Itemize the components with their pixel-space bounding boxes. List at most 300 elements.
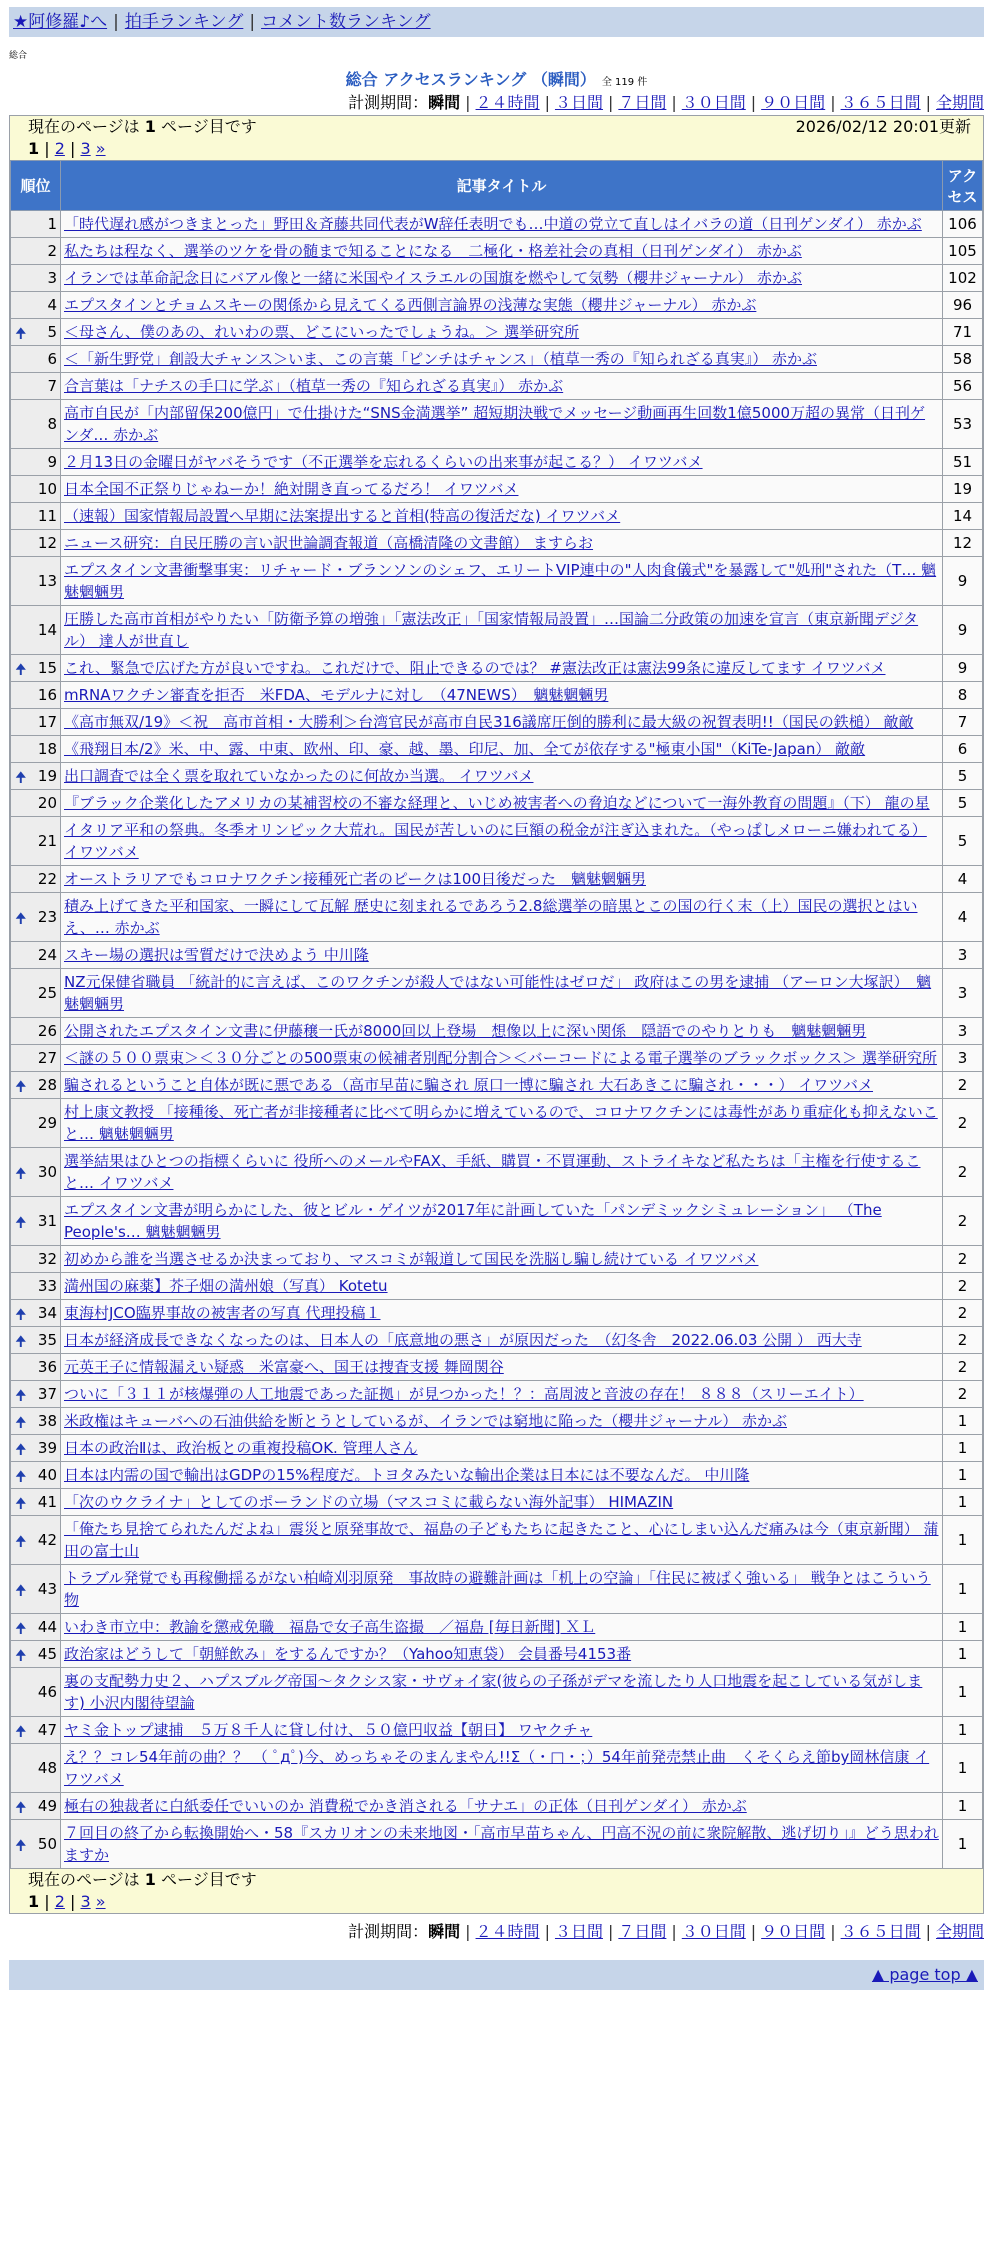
table-row: [11, 1246, 983, 1273]
title-cell: [61, 557, 943, 606]
title-cell: [61, 1018, 943, 1045]
period-label: 計測期間：: [348, 1922, 429, 1941]
access-count: 9: [943, 655, 983, 682]
table-row: [11, 866, 983, 893]
rank-cell: [11, 606, 61, 655]
article-link[interactable]: イタリア平和の祭典。冬季オリンピック大荒れ。国民が苦しいのに巨額の税金が注ぎ込まれた。（やっぱしメローニ嫌われてる） イワツバメ: [64, 821, 927, 861]
rank-cell: [11, 346, 61, 373]
page-link-2[interactable]: 2: [54, 139, 65, 158]
period-separator: |: [465, 1922, 471, 1941]
up-arrow-icon: 🠉: [15, 1388, 27, 1404]
table-row: [11, 969, 983, 1018]
article-link[interactable]: 日本全国不正祭りじゃねーか！絶対開き直ってるだろ！ イワツバメ: [64, 480, 519, 498]
rank-number: 41: [37, 1493, 57, 1511]
rank-number: 4: [47, 296, 57, 314]
period-selector: [9, 1920, 984, 1944]
next-page-link[interactable]: »: [95, 139, 106, 158]
period-option: 瞬間: [428, 93, 461, 112]
article-link[interactable]: 満州国の麻薬】芥子畑の満州娘（写真） Kotetu: [64, 1277, 388, 1295]
access-count: 1: [943, 1793, 983, 1820]
title-cell: [61, 1354, 943, 1381]
page-link-2[interactable]: 2: [54, 1892, 65, 1911]
up-arrow-icon: 🠉: [15, 1724, 27, 1740]
table-row: [11, 1072, 983, 1099]
table-row: [11, 1381, 983, 1408]
rank-number: 20: [37, 794, 57, 812]
access-count: 3: [943, 969, 983, 1018]
article-link[interactable]: これ、緊急で広げた方が良いですね。これだけで、阻止できるのでは？ #憲法改正は憲法99条に違反してます イワツバメ: [64, 659, 886, 677]
table-row: [11, 942, 983, 969]
table-row: [11, 503, 983, 530]
article-link[interactable]: 選挙結果はひとつの指標くらいに 役所へのメールやFAX、手紙、購買・不買運動、ストライキなど私たちは「主権を行使すること… イワツバメ: [64, 1152, 921, 1192]
article-link[interactable]: スキー場の選択は雪質だけで決めよう 中川隆: [64, 946, 369, 964]
rank-cell: [11, 817, 61, 866]
table-row: [11, 1462, 983, 1489]
page-link-3[interactable]: 3: [80, 139, 91, 158]
rank-cell: [11, 1300, 61, 1327]
page-link-3[interactable]: 3: [80, 1892, 91, 1911]
access-count: 7: [943, 709, 983, 736]
rank-cell: [11, 211, 61, 238]
table-row: [11, 1744, 983, 1793]
table-row: [11, 1516, 983, 1565]
article-link[interactable]: 私たちは程なく、選挙のツケを骨の髄まで知ることになる 二極化・格差社会の真相（日刊ゲンダイ） 赤かぶ: [64, 242, 802, 260]
access-count: 3: [943, 1018, 983, 1045]
up-arrow-icon: 🠉: [15, 1334, 27, 1350]
table-row: [11, 1614, 983, 1641]
title-cell: [61, 655, 943, 682]
table-row: [11, 1435, 983, 1462]
title-cell: [61, 346, 943, 373]
access-count: 53: [943, 400, 983, 449]
rank-number: 27: [37, 1049, 57, 1067]
table-row: [11, 655, 983, 682]
access-count: 2: [943, 1327, 983, 1354]
article-link[interactable]: 日本は内需の国で輸出はGDPの15%程度だ。トヨタみたいな輸出企業は日本には不要なんだ。 中川隆: [64, 1466, 750, 1484]
title-cell: [61, 1045, 943, 1072]
period-option[interactable]: ３日間: [554, 1922, 603, 1941]
access-count: 1: [943, 1408, 983, 1435]
article-link[interactable]: ニュース研究：自民圧勝の言い訳世論調査報道（高橋清隆の文書館） ますらお: [64, 534, 594, 552]
period-option[interactable]: ２４時間: [475, 93, 540, 112]
access-count: 96: [943, 292, 983, 319]
title-cell: [61, 1408, 943, 1435]
rank-number: 49: [37, 1797, 57, 1815]
period-separator: |: [750, 1922, 757, 1941]
article-link[interactable]: ＜「新生野党」創設大チャンス＞いま、この言葉「ピンチはチャンス」（植草一秀の『知られざる真実』） 赤かぶ: [64, 350, 817, 368]
title-cell: [61, 1327, 943, 1354]
up-arrow-icon: 🠉: [15, 1838, 27, 1854]
rank-number: 24: [37, 946, 57, 964]
rank-cell: [11, 503, 61, 530]
rank-number: 22: [37, 870, 57, 888]
article-link[interactable]: ついに「３１１が核爆弾の人工地震であった証拠」が見つかった！？：高周波と音波の存在！ ８８８（スリーエイト）: [64, 1385, 864, 1403]
rank-number: 13: [37, 572, 57, 590]
article-link[interactable]: ２月13日の金曜日がヤバそうです（不正選挙を忘れるくらいの出来事が起こる？） イワツバメ: [64, 453, 703, 471]
article-link[interactable]: エプスタイン文書衝撃事実：リチャード・ブランソンのシェフ、エリートVIP連中の"人肉食儀式"を暴露して"処刑"された（T… 魑魅魍魎男: [64, 561, 937, 601]
access-count: 58: [943, 346, 983, 373]
table-row: [11, 476, 983, 503]
title-cell: [61, 1246, 943, 1273]
article-link[interactable]: え？？コレ54年前の曲？？ （ ﾟдﾟ)今、めっちゃそのまんまやん!!Σ（・□・；）54年前発売禁止曲 くそくらえ節by岡林信康 イワツバメ: [64, 1748, 930, 1788]
title-cell: [61, 817, 943, 866]
article-link[interactable]: 極右の独裁者に白紙委任でいいのか 消費税でかき消される「サナエ」の正体（日刊ゲンダイ） 赤かぶ: [64, 1797, 747, 1815]
table-row: [11, 1793, 983, 1820]
title-cell: [61, 1614, 943, 1641]
article-link[interactable]: 日本の政治Ⅱは、政治板との重複投稿OK. 管理人さん: [64, 1439, 418, 1457]
rank-cell: [11, 1668, 61, 1717]
period-option[interactable]: ３０日間: [681, 1922, 746, 1941]
table-row: [11, 1354, 983, 1381]
rank-cell: [11, 265, 61, 292]
home-link[interactable]: ★阿修羅♪へ: [13, 12, 108, 32]
applause-ranking-link[interactable]: 拍手ランキング: [124, 12, 244, 32]
article-link[interactable]: （速報）国家情報局設置へ早期に法案提出すると首相(特高の復活だな) イワツバメ: [64, 507, 621, 525]
article-link[interactable]: イランでは革命記念日にバアル像と一緒に米国やイスラエルの国旗を燃やして気勢（櫻井ジャーナル） 赤かぶ: [64, 269, 802, 287]
access-count: 2: [943, 1246, 983, 1273]
nav-separator: |: [249, 12, 256, 32]
access-count: 2: [943, 1381, 983, 1408]
period-separator: |: [671, 93, 677, 112]
page-info-suffix: ページ目です: [161, 1870, 257, 1889]
article-link[interactable]: オーストラリアでもコロナワクチン接種死亡者のピークは100日後だった 魑魅魍魎男: [64, 870, 646, 888]
rank-number: 21: [37, 832, 57, 850]
nav-separator: |: [113, 12, 119, 32]
rank-number: 15: [37, 659, 57, 677]
table-row: [11, 373, 983, 400]
table-row: [11, 265, 983, 292]
title-cell: [61, 790, 943, 817]
rank-number: 43: [37, 1580, 57, 1598]
up-arrow-icon: 🠉: [15, 1215, 27, 1231]
rank-number: 9: [47, 453, 57, 471]
rank-cell: [11, 1489, 61, 1516]
page-title-text: 総合 アクセスランキング （瞬間）: [345, 70, 596, 89]
rank-number: 23: [37, 908, 57, 926]
rank-number: 35: [37, 1331, 57, 1349]
rank-number: 37: [37, 1385, 57, 1403]
article-link[interactable]: ヤミ金トップ逮捕 ５万８千人に貸し付け、５０億円収益【朝日】 ワヤクチャ: [64, 1721, 593, 1739]
article-link[interactable]: エプスタイン文書が明らかにした、彼とビル・ゲイツが2017年に計画していた「パンデミックシミュレーション」 （The People's… 魑魅魍魎男: [64, 1201, 882, 1241]
table-row: [11, 1148, 983, 1197]
up-arrow-icon: 🠉: [15, 1079, 27, 1095]
rank-number: 7: [47, 377, 57, 395]
article-link[interactable]: 村上康文教授 「接種後、死亡者が非接種者に比べて明らかに増えているので、コロナワクチンには毒性があり重症化も抑えないこと… 魑魅魍魎男: [64, 1103, 938, 1143]
title-cell: [61, 238, 943, 265]
title-cell: [61, 709, 943, 736]
period-option[interactable]: ９０日間: [761, 1922, 826, 1941]
access-count: 1: [943, 1516, 983, 1565]
up-arrow-icon: 🠉: [15, 770, 27, 786]
title-cell: [61, 1462, 943, 1489]
access-count: 4: [943, 893, 983, 942]
title-cell: [61, 1516, 943, 1565]
rank-number: 19: [37, 767, 57, 785]
rank-number: 10: [37, 480, 57, 498]
table-row: [11, 893, 983, 942]
access-count: 2: [943, 1072, 983, 1099]
title-cell: [61, 1148, 943, 1197]
title-cell: [61, 1099, 943, 1148]
article-link[interactable]: 東海村JCO臨界事故の被害者の写真 代理投稿１: [64, 1304, 381, 1322]
rank-cell: [11, 400, 61, 449]
article-link[interactable]: 「次のウクライナ」としてのポーランドの立場（マスコミに載らない海外記事） HIMAZIN: [64, 1493, 674, 1511]
table-row: [11, 211, 983, 238]
rank-cell: [11, 1641, 61, 1668]
rank-number: 16: [37, 686, 57, 704]
title-cell: [61, 1435, 943, 1462]
period-option[interactable]: 全期間: [935, 93, 984, 112]
access-count: 1: [943, 1641, 983, 1668]
rank-cell: [11, 1435, 61, 1462]
page-info-prefix: 現在のページは: [28, 1870, 140, 1889]
rank-number: 3: [47, 269, 57, 287]
access-count: 5: [943, 817, 983, 866]
rank-cell: [11, 866, 61, 893]
title-cell: [61, 503, 943, 530]
period-separator: |: [925, 1922, 931, 1941]
access-count: 2: [943, 1148, 983, 1197]
rank-cell: [11, 557, 61, 606]
title-cell: [61, 265, 943, 292]
title-cell: [61, 1793, 943, 1820]
period-option[interactable]: ９０日間: [761, 93, 826, 112]
rank-cell: [11, 1820, 61, 1869]
page-info-prefix: 現在のページは: [28, 117, 140, 136]
rank-cell: [11, 736, 61, 763]
pagination-separator: |: [70, 139, 76, 158]
access-count: 2: [943, 1354, 983, 1381]
access-count: 9: [943, 606, 983, 655]
table-row: [11, 238, 983, 265]
article-link[interactable]: エプスタインとチョムスキーの関係から見えてくる西側言論界の浅薄な実態（櫻井ジャーナル） 赤かぶ: [64, 296, 757, 314]
table-row: [11, 817, 983, 866]
rank-number: 46: [37, 1683, 57, 1701]
table-row: [11, 1408, 983, 1435]
period-option[interactable]: ３６５日間: [840, 1922, 921, 1941]
rank-cell: [11, 1018, 61, 1045]
up-arrow-icon: 🠉: [15, 911, 27, 927]
title-cell: [61, 1820, 943, 1869]
rank-number: 18: [37, 740, 57, 758]
rank-cell: [11, 373, 61, 400]
rank-cell: [11, 682, 61, 709]
rank-cell: [11, 1565, 61, 1614]
table-row: [11, 1273, 983, 1300]
title-cell: [61, 1072, 943, 1099]
article-link[interactable]: 公開されたエプスタイン文書に伊藤穣一氏が8000回以上登場 想像以上に深い関係 隠語でのやりとりも 魑魅魍魎男: [64, 1022, 867, 1040]
rank-cell: [11, 319, 61, 346]
table-row: [11, 682, 983, 709]
access-count: 1: [943, 1614, 983, 1641]
rank-cell: [11, 1327, 61, 1354]
period-option[interactable]: ３０日間: [681, 93, 746, 112]
table-row: [11, 1045, 983, 1072]
title-cell: [61, 476, 943, 503]
access-count: 1: [943, 1565, 983, 1614]
article-link[interactable]: ＜母さん、僕のあの、れいわの票、どこにいったでしょうね。＞ 選挙研究所: [64, 323, 580, 341]
period-option[interactable]: 全期間: [935, 1922, 984, 1941]
title-cell: [61, 1641, 943, 1668]
article-link[interactable]: 日本が経済成長できなくなったのは、日本人の「底意地の悪さ」が原因だった （幻冬舎 2022.06.03 公開 ） 西大寺: [64, 1331, 862, 1349]
article-link[interactable]: 元英王子に情報漏えい疑惑 米富豪へ、国王は捜査支援 舞岡関谷: [64, 1358, 504, 1376]
rank-number: 31: [37, 1212, 57, 1230]
title-cell: [61, 606, 943, 655]
article-link[interactable]: 積み上げてきた平和国家、一瞬にして瓦解 歴史に刻まれるであろう2.8総選挙の暗黒とこの国の行く末（上）国民の選択とはいえ、… 赤かぶ: [64, 897, 918, 937]
title-cell: [61, 736, 943, 763]
access-count: 19: [943, 476, 983, 503]
table-row: [11, 346, 983, 373]
table-row: [11, 606, 983, 655]
article-link[interactable]: ＜謎の５００票束＞＜３０分ごとの500票束の候補者別配分割合＞＜バーコードによる電子選挙のブラックボックス＞ 選挙研究所: [64, 1049, 937, 1067]
access-count: 5: [943, 790, 983, 817]
rank-number: 44: [37, 1618, 57, 1636]
period-separator: |: [465, 93, 471, 112]
updated-timestamp: 2026/02/12 20:01更新: [795, 117, 971, 136]
table-row: [11, 1717, 983, 1744]
comment-ranking-link[interactable]: コメント数ランキング: [261, 12, 431, 32]
period-separator: |: [607, 93, 614, 112]
table-row: [11, 1018, 983, 1045]
access-count: 2: [943, 1300, 983, 1327]
up-arrow-icon: 🠉: [15, 1307, 27, 1323]
up-arrow-icon: 🠉: [15, 1534, 27, 1550]
page-link-current: 1: [28, 1892, 40, 1911]
rank-cell: [11, 1793, 61, 1820]
page-info-bottom: [10, 1869, 983, 1913]
article-link[interactable]: mRNAワクチン審査を拒否 米FDA、モデルナに対し （47NEWS） 魑魅魍魎男: [64, 686, 609, 704]
table-row: [11, 557, 983, 606]
title-cell: [61, 1300, 943, 1327]
table-row: [11, 1641, 983, 1668]
title-header: 記事タイトル: [61, 161, 943, 211]
article-link[interactable]: 政治家はどうして「朝鮮飲み」をするんですか？（Yahoo知恵袋） 会員番号4153番: [64, 1645, 632, 1663]
article-link[interactable]: 出口調査では全く票を取れていなかったのに何故か当選。 イワツバメ: [64, 767, 534, 785]
pagination-separator: |: [44, 1892, 50, 1911]
next-page-link[interactable]: »: [95, 1892, 106, 1911]
article-link[interactable]: トラブル発覚でも再稼働揺るがない柏崎刈羽原発 事故時の避難計画は「机上の空論」「住民に被ばく強いる」 戦争とはこういう物: [64, 1569, 931, 1609]
period-option[interactable]: ７日間: [618, 93, 667, 112]
title-cell: [61, 1197, 943, 1246]
period-option[interactable]: ３日間: [554, 93, 603, 112]
up-arrow-icon: 🠉: [15, 1415, 27, 1431]
rank-number: 14: [37, 621, 57, 639]
footer-bar: [9, 1960, 984, 1990]
title-cell: [61, 319, 943, 346]
access-count: 1: [943, 1489, 983, 1516]
access-count: 3: [943, 1045, 983, 1072]
rank-number: 34: [37, 1304, 57, 1322]
article-link[interactable]: 「俺たち見捨てられたんだよね」震災と原発事故で、福島の子どもたちに起きたこと、心にしまい込んだ痛みは今（東京新聞） 蒲田の富士山: [64, 1520, 939, 1560]
rank-number: 29: [37, 1114, 57, 1132]
rank-cell: [11, 655, 61, 682]
rank-cell: [11, 942, 61, 969]
rank-cell: [11, 476, 61, 503]
period-separator: |: [607, 1922, 614, 1941]
title-cell: [61, 400, 943, 449]
top-nav: [9, 7, 984, 37]
rank-cell: [11, 1462, 61, 1489]
title-cell: [61, 942, 943, 969]
table-row: [11, 530, 983, 557]
access-count: 1: [943, 1462, 983, 1489]
rank-number: 45: [37, 1645, 57, 1663]
article-link[interactable]: 《飛翔日本/2》米、中、露、中東、欧州、印、豪、越、墨、印尼、加、全てが依存する"極東小国"（KiTe-Japan） 敵敵: [64, 740, 866, 758]
page-link-current: 1: [28, 139, 40, 158]
up-arrow-icon: 🠉: [15, 326, 27, 342]
rank-number: 1: [47, 215, 57, 233]
access-count: 102: [943, 265, 983, 292]
access-count: 3: [943, 942, 983, 969]
article-link[interactable]: 『ブラック企業化したアメリカの某補習校の不審な経理と、いじめ被害者への脅迫などについて一海外教育の問題』（下） 龍の星: [64, 794, 930, 812]
access-count: 105: [943, 238, 983, 265]
period-option[interactable]: ２４時間: [475, 1922, 540, 1941]
article-link[interactable]: 高市自民が「内部留保200億円」で仕掛けた“SNS金満選挙” 超短期決戦でメッセージ動画再生回数1億5000万超の異常（日刊ゲンダ… 赤かぶ: [64, 404, 926, 444]
up-arrow-icon: 🠉: [15, 1800, 27, 1816]
rank-number: 12: [37, 534, 57, 552]
rank-cell: [11, 1354, 61, 1381]
current-page-number: 1: [144, 1870, 156, 1889]
ranking-table: [10, 160, 983, 1869]
rank-number: 50: [37, 1835, 57, 1853]
access-count: 2: [943, 1197, 983, 1246]
up-arrow-icon: 🠉: [15, 1648, 27, 1664]
title-cell: [61, 893, 943, 942]
table-row: [11, 1820, 983, 1869]
period-separator: |: [544, 93, 550, 112]
access-count: 71: [943, 319, 983, 346]
up-arrow-icon: 🠉: [15, 1166, 27, 1182]
rank-cell: [11, 790, 61, 817]
rank-cell: [11, 1381, 61, 1408]
access-count: 1: [943, 1435, 983, 1462]
article-link[interactable]: いわき市立中：教諭を懲戒免職 福島で女子高生盗撮 ／福島 [毎日新聞] ＸＬ: [64, 1618, 596, 1636]
article-link[interactable]: NZ元保健省職員 「統計的に言えば、このワクチンが殺人ではない可能性はゼロだ」 政府はこの男を逮捕 （アーロン大塚訳） 魑魅魍魎男: [64, 973, 932, 1013]
article-link[interactable]: 米政権はキューバへの石油供給を断とうとしているが、イランでは窮地に陥った（櫻井ジャーナル） 赤かぶ: [64, 1412, 787, 1430]
access-header: アクセス: [943, 161, 983, 211]
rank-number: 8: [47, 415, 57, 433]
article-link[interactable]: 初めから誰を当選させるか決まっており、マスコミが報道して国民を洗脳し騙し続けている イワツバメ: [64, 1250, 759, 1268]
total-count: 全 119 件: [601, 77, 648, 88]
article-link[interactable]: 騙されるということ自体が既に悪である（高市早苗に騙され 原口一博に騙され 大石あきこに騙され・・・） イワツバメ: [64, 1076, 874, 1094]
rank-cell: [11, 1045, 61, 1072]
article-link[interactable]: 「時代遅れ感がつきまとった」野田＆斉藤共同代表がW辞任表明でも…中道の党立て直しはイバラの道（日刊ゲンダイ） 赤かぶ: [64, 215, 922, 233]
rank-number: 30: [37, 1163, 57, 1181]
rank-cell: [11, 1717, 61, 1744]
article-link[interactable]: ７回目の終了から転換開始へ・58『スカリオンの未来地図・「高市早苗ちゃん、円高不況の前に衆院解散、逃げ切り」』どう思われますか: [64, 1824, 939, 1864]
title-cell: [61, 1489, 943, 1516]
title-cell: [61, 682, 943, 709]
article-link[interactable]: 圧勝した高市首相がやりたい「防衛予算の増強」「憲法改正」「国家情報局設置」…国論二分政策の加速を宣言（東京新聞デジタル） 達人が世直し: [64, 610, 919, 650]
section-label: 総合: [9, 51, 28, 61]
rank-number: 38: [37, 1412, 57, 1430]
rank-cell: [11, 1197, 61, 1246]
rank-number: 5: [47, 323, 57, 341]
article-link[interactable]: 《高市無双/19》＜祝 高市首相・大勝利＞台湾官民が高市自民316議席圧倒的勝利に最大級の祝賀表明!!（国民の鉄槌） 敵敵: [64, 713, 914, 731]
title-cell: [61, 969, 943, 1018]
article-link[interactable]: 合言葉は「ナチスの手口に学ぶ」（植草一秀の『知られざる真実』） 赤かぶ: [64, 377, 564, 395]
access-count: 106: [943, 211, 983, 238]
period-option[interactable]: ３６５日間: [840, 93, 921, 112]
page-top-link[interactable]: ▲ page top ▲: [871, 1965, 978, 1984]
period-label: 計測期間：: [348, 93, 429, 112]
period-option[interactable]: ７日間: [618, 1922, 667, 1941]
page-info-suffix: ページ目です: [161, 117, 257, 136]
table-row: [11, 1300, 983, 1327]
article-link[interactable]: 裏の支配勢力史２、ハプスブルグ帝国～タクシス家・サヴォイ家(彼らの子孫がデマを流したり人口地震を起こしている気がします) 小沢内閣待望論: [64, 1672, 923, 1712]
table-row: [11, 1565, 983, 1614]
up-arrow-icon: 🠉: [15, 1469, 27, 1485]
